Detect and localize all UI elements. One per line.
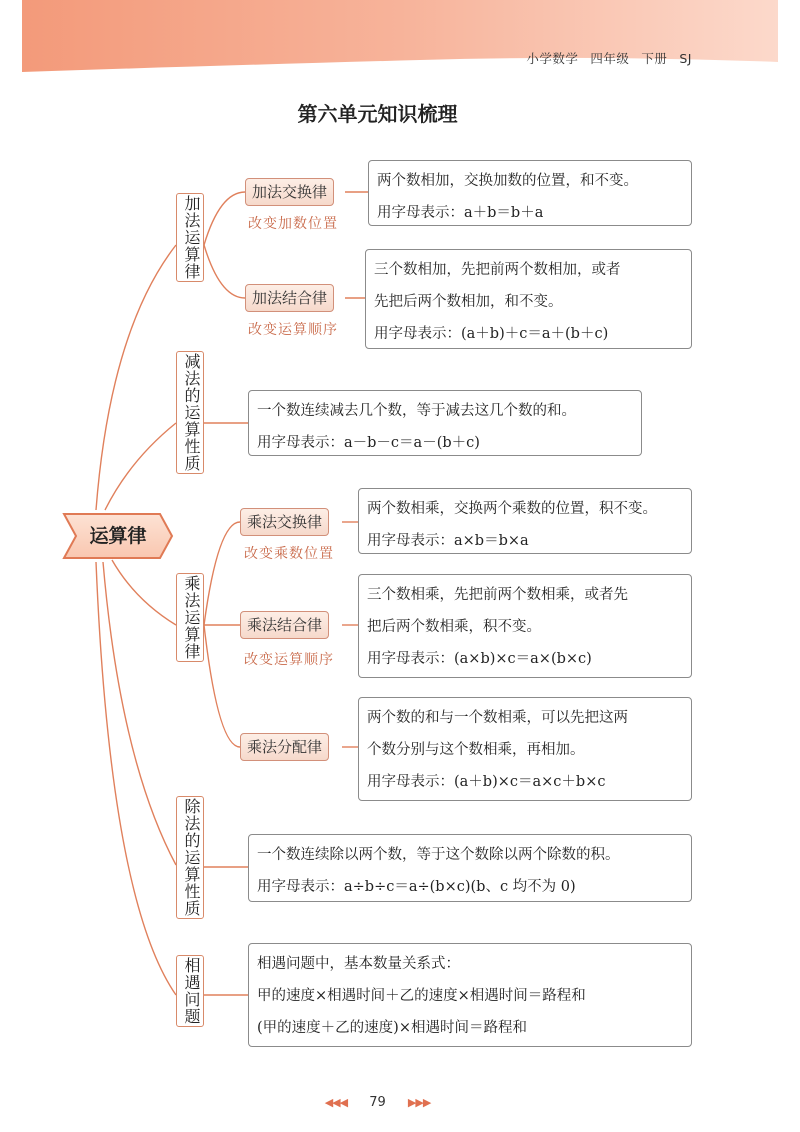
next-arrows-icon: ▶▶▶ [407,1096,431,1109]
line-root-add [96,245,176,510]
desc-addition-associative [365,249,692,349]
page-header [0,0,800,80]
desc-addition-commutative [368,160,692,226]
desc-line: 两个数相加，交换加数的位置，和不变。 [377,173,638,189]
category-addition: 加法运算律 [176,193,204,282]
desc-line: 三个数相乘，先把前两个数相乘，或者先 [367,587,628,603]
header-volume: 下册 [641,51,668,66]
desc-multiplication-commutative [358,488,692,554]
law-addition-commutative: 加法交换律 [245,178,334,206]
law-addition-associative: 加法结合律 [245,284,334,312]
desc-line: 三个数相加，先把前两个数相加，或者 [374,262,621,278]
desc-meeting-problem [248,943,692,1047]
header-grade: 四年级 [590,51,630,66]
note-addition-commutative: 改变加数位置 [248,216,338,232]
prev-arrows-icon: ◀◀◀ [324,1096,348,1109]
note-multiplication-associative: 改变运算顺序 [244,652,334,668]
law-multiplication-commutative: 乘法交换律 [240,508,329,536]
line-root-meet [96,562,176,995]
note-multiplication-commutative: 改变乘数位置 [244,546,334,562]
desc-division-property [248,834,692,902]
desc-line: 相遇问题中，基本数量关系式： [257,956,460,972]
line-mul-dist [204,625,240,747]
desc-formula: 用字母表示：(a＋b)＋c＝a＋(b＋c) [374,326,609,342]
line-root-mul [112,560,176,625]
header-edition: SJ [679,51,692,66]
line-mul-comm [204,522,240,625]
law-multiplication-distributive: 乘法分配律 [240,733,329,761]
desc-line: 个数分别与这个数相乘，再相加。 [367,742,585,758]
note-addition-associative: 改变运算顺序 [248,322,338,338]
root-node [62,510,174,562]
desc-line: 两个数相乘，交换两个乘数的位置，积不变。 [367,501,657,517]
desc-formula: 用字母表示：a－b－c＝a－(b＋c) [257,435,480,451]
desc-formula: 用字母表示：a÷b÷c＝a÷(b×c)(b、c 均不为 0) [257,879,576,895]
desc-multiplication-distributive [358,697,692,801]
root-label: 运算律 [89,525,147,547]
line-add-assoc [204,245,245,298]
desc-line: 先把后两个数相加，和不变。 [374,294,563,310]
category-subtraction: 减法的运算性质 [176,351,204,474]
desc-line: 一个数连续除以两个数，等于这个数除以两个除数的积。 [257,847,620,863]
desc-line: 两个数的和与一个数相乘，可以先把这两 [367,710,628,726]
header-subject: 小学数学 [526,51,579,66]
category-multiplication: 乘法运算律 [176,573,204,662]
law-multiplication-associative: 乘法结合律 [240,611,329,639]
desc-multiplication-associative [358,574,692,678]
line-add-comm [204,192,245,245]
desc-subtraction-property [248,390,642,456]
desc-formula: 用字母表示：a＋b＝b＋a [377,205,544,221]
desc-line: 甲的速度×相遇时间＋乙的速度×相遇时间＝路程和 [257,988,586,1004]
desc-line: (甲的速度＋乙的速度)×相遇时间＝路程和 [257,1020,527,1036]
desc-formula: 用字母表示：(a＋b)×c＝a×c＋b×c [367,774,606,790]
line-root-sub [105,423,176,510]
header-band [0,0,800,80]
page-title: 第六单元知识梳理 [297,102,458,126]
desc-formula: 用字母表示：a×b＝b×a [367,533,529,549]
page-footer [0,1095,755,1110]
desc-line: 一个数连续减去几个数，等于减去这几个数的和。 [257,403,576,419]
category-division: 除法的运算性质 [176,796,204,919]
desc-line: 把后两个数相乘，积不变。 [367,619,541,635]
desc-formula: 用字母表示：(a×b)×c＝a×(b×c) [367,651,592,667]
header-info [514,49,692,67]
page-number: 79 [369,1095,386,1110]
category-meeting-problem: 相遇问题 [176,955,204,1027]
line-root-div [103,562,176,865]
